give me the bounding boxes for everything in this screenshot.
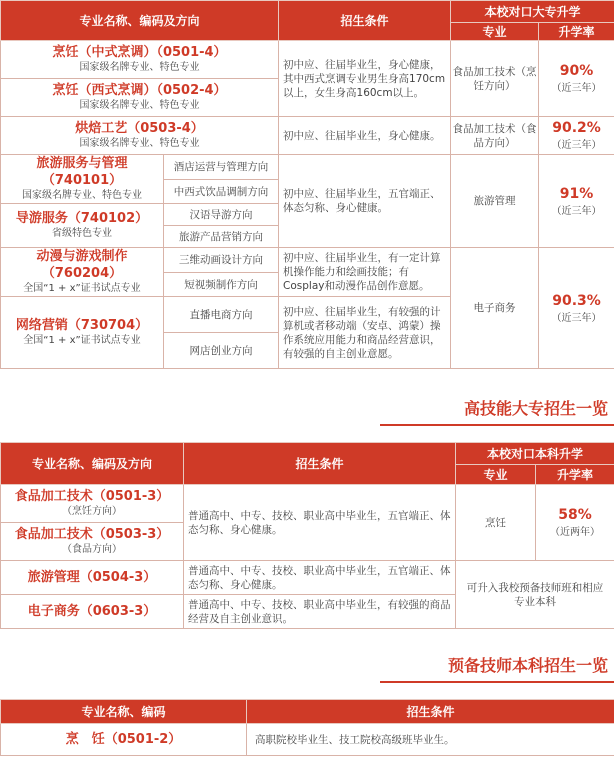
upgrade-note-cell: 可升入我校预备技师班和相应专业本科 bbox=[456, 561, 614, 629]
rate-cell bbox=[539, 155, 614, 248]
rate-note: （近三年） bbox=[551, 140, 602, 151]
requirement-cell: 初中应、往届毕业生，五官端正、体态匀称、身心健康。 bbox=[279, 155, 451, 248]
requirement-cell: 初中应、往届毕业生，身心健康。 bbox=[279, 117, 451, 155]
major-cell bbox=[1, 561, 184, 595]
header-group: 本校对口大专升学 bbox=[451, 1, 614, 23]
rate-value: 90% bbox=[559, 63, 594, 79]
major-name: 烹饪（西式烹调）（0502-4） bbox=[52, 83, 227, 98]
major-cell bbox=[1, 523, 184, 561]
major-name: 导游服务（740102） bbox=[15, 211, 149, 226]
bachelor-admissions-table bbox=[0, 699, 614, 756]
section-divider bbox=[380, 681, 614, 683]
major-cell bbox=[1, 155, 164, 204]
header-spec: 专业 bbox=[451, 23, 539, 41]
secondary-admissions-table bbox=[0, 0, 614, 369]
direction-cell: 直播电商方向 bbox=[164, 297, 279, 333]
major-sub: （烹饪方向） bbox=[62, 506, 122, 517]
rate-note: （近三年） bbox=[551, 312, 602, 324]
major-cell bbox=[1, 41, 279, 79]
major-name: 旅游服务与管理（740101） bbox=[36, 156, 128, 188]
major-name: 动漫与游戏制作（760204） bbox=[36, 249, 128, 281]
spec-cell: 食品加工技术（烹饪方向） bbox=[451, 41, 539, 117]
direction-cell: 短视频制作方向 bbox=[164, 272, 279, 297]
spec-cell: 烹饪 bbox=[456, 485, 536, 561]
rate-cell bbox=[539, 117, 614, 155]
rate-note: （近三年） bbox=[551, 205, 602, 217]
requirement-cell: 初中应、往届毕业生，有较强的计算机或者移动端（安卓、鸿蒙）操作系统应用能力和商品经营意识，有较强的自主创业意愿。 bbox=[279, 297, 451, 369]
direction-cell: 酒店运营与管理方向 bbox=[164, 155, 279, 180]
major-sub: 国家级名牌专业、特色专业 bbox=[79, 62, 200, 73]
major-name: 烹饪（中式烹调）（0501-4） bbox=[52, 45, 227, 60]
section-title-bachelor: 预备技师本科招生一览 bbox=[447, 656, 608, 675]
direction-cell: 网店创业方向 bbox=[164, 333, 279, 369]
direction-cell: 汉语导游方向 bbox=[164, 204, 279, 226]
header-requirement: 招生条件 bbox=[279, 1, 451, 41]
major-sub: 国家级名牌专业、特色专业 bbox=[79, 100, 200, 111]
direction-cell: 旅游产品营销方向 bbox=[164, 226, 279, 248]
rate-cell bbox=[539, 248, 614, 369]
major-name: 食品加工技术（0501-3） bbox=[14, 489, 170, 504]
direction-cell: 三维动画设计方向 bbox=[164, 248, 279, 273]
major-cell bbox=[1, 117, 279, 155]
college-admissions-table bbox=[0, 442, 614, 629]
major-sub: （食品方向） bbox=[62, 544, 122, 555]
major-sub: 国家级名牌专业、特色专业 bbox=[22, 190, 142, 201]
requirement-cell: 初中应、往届毕业生，身心健康，其中西式烹调专业男生身高170cm以上，女生身高160cm以上。 bbox=[279, 41, 451, 117]
rate-cell bbox=[536, 485, 614, 561]
major-name: 食品加工技术（0503-3） bbox=[14, 527, 170, 542]
major-cell bbox=[1, 248, 164, 297]
major-name: 烘焙工艺（0503-4） bbox=[75, 121, 204, 136]
major-sub: 省级特色专业 bbox=[52, 228, 112, 239]
requirement-cell: 普通高中、中专、技校、职业高中毕业生，五官端正、体态匀称、身心健康。 bbox=[184, 561, 456, 595]
rate-cell bbox=[539, 41, 614, 117]
rate-value: 90.2% bbox=[552, 120, 601, 136]
header-group: 本校对口本科升学 bbox=[456, 443, 614, 465]
major-name: 烹 饪（0501-2） bbox=[65, 732, 182, 747]
header-spec: 专业 bbox=[456, 465, 536, 485]
header-major: 专业名称、编码 bbox=[1, 700, 247, 724]
header-rate: 升学率 bbox=[539, 23, 614, 41]
section-title-college: 高技能大专招生一览 bbox=[463, 399, 608, 418]
section-divider bbox=[380, 424, 614, 426]
major-sub: 全国“1 + x”证书试点专业 bbox=[23, 283, 141, 294]
major-cell bbox=[1, 79, 279, 117]
header-requirement: 招生条件 bbox=[247, 700, 614, 724]
rate-value: 58% bbox=[558, 507, 592, 523]
requirement-cell: 普通高中、中专、技校、职业高中毕业生，有较强的商品经营及自主创业意识。 bbox=[184, 595, 456, 629]
rate-note: （近两年） bbox=[550, 527, 600, 538]
rate-value: 90.3% bbox=[552, 292, 601, 309]
major-name: 旅游管理（0504-3） bbox=[27, 570, 157, 585]
spec-cell: 食品加工技术（食品方向） bbox=[451, 117, 539, 155]
rate-value: 91% bbox=[559, 185, 594, 202]
requirement-cell: 高职院校毕业生、技工院校高级班毕业生。 bbox=[247, 724, 614, 756]
major-cell bbox=[1, 724, 247, 756]
major-sub: 国家级名牌专业、特色专业 bbox=[79, 138, 200, 149]
spec-cell: 电子商务 bbox=[451, 248, 539, 369]
rate-note: （近三年） bbox=[551, 83, 602, 94]
major-cell bbox=[1, 297, 164, 369]
major-name: 网络营销（730704） bbox=[15, 318, 149, 333]
major-sub: 全国“1 + x”证书试点专业 bbox=[23, 335, 141, 346]
requirement-cell: 普通高中、中专、技校、职业高中毕业生，五官端正、体态匀称、身心健康。 bbox=[184, 485, 456, 561]
direction-cell: 中西式饮品调制方向 bbox=[164, 179, 279, 204]
major-name: 电子商务（0603-3） bbox=[27, 604, 157, 619]
major-cell bbox=[1, 204, 164, 248]
header-major: 专业名称、编码及方向 bbox=[1, 443, 184, 485]
major-cell bbox=[1, 595, 184, 629]
spec-cell: 旅游管理 bbox=[451, 155, 539, 248]
major-cell bbox=[1, 485, 184, 523]
header-requirement: 招生条件 bbox=[184, 443, 456, 485]
header-major: 专业名称、编码及方向 bbox=[1, 1, 279, 41]
requirement-cell: 初中应、往届毕业生，有一定计算机操作能力和绘画技能；有Cosplay和动漫作品创作意愿。 bbox=[279, 248, 451, 297]
header-rate: 升学率 bbox=[536, 465, 614, 485]
